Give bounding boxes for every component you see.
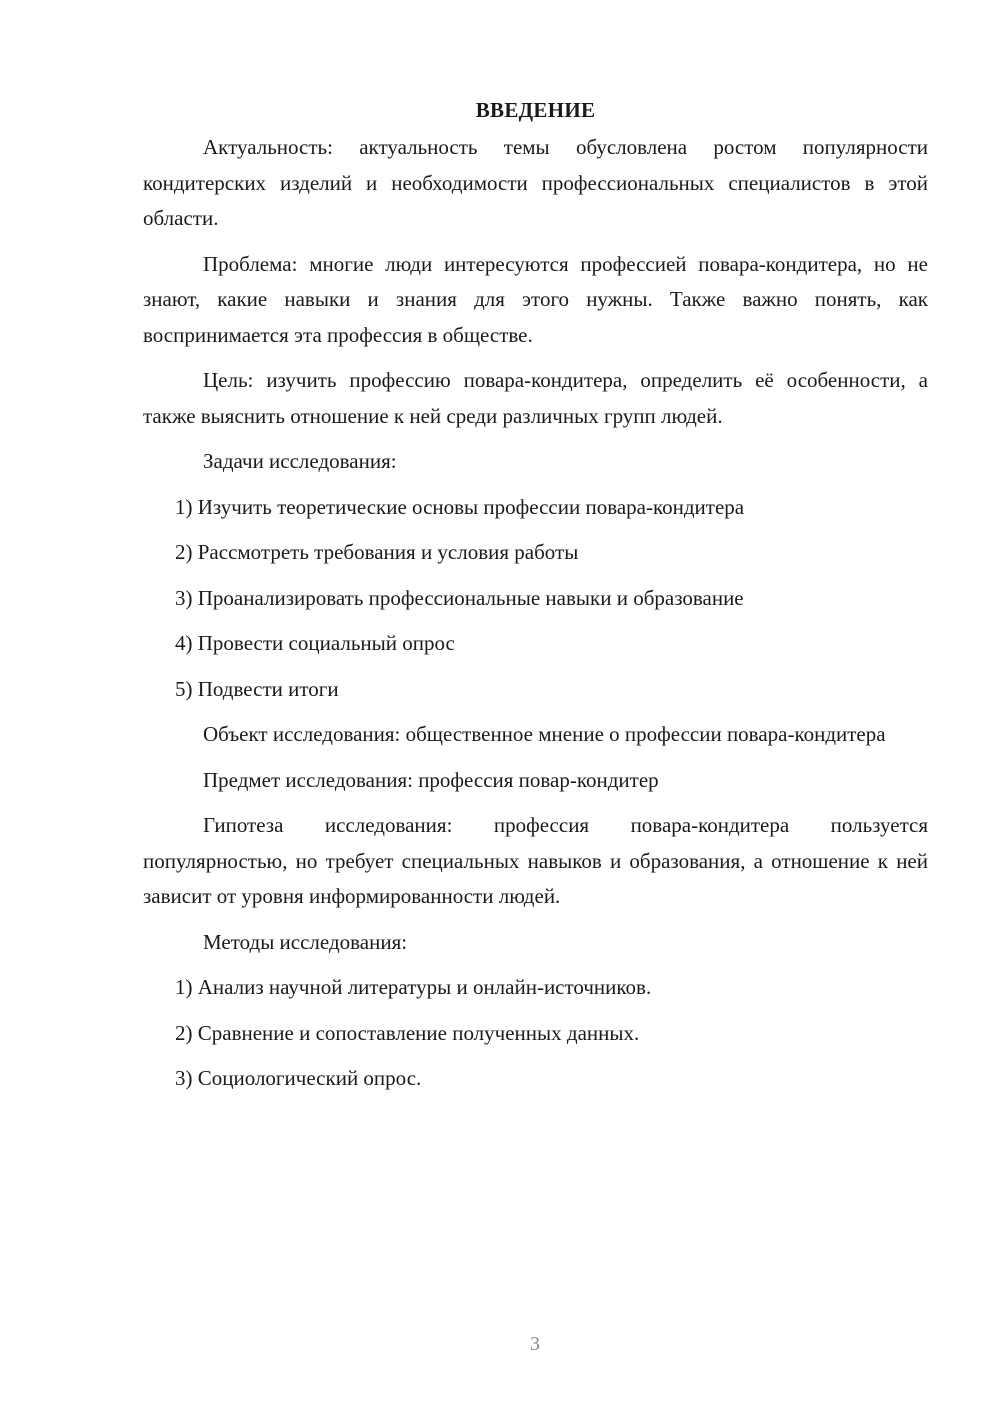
document-page	[143, 92, 928, 1107]
document-title: ВВЕДЕНИЕ	[475, 98, 596, 122]
list-item: 5) Подвести итоги	[175, 676, 339, 701]
page-number: 3	[530, 1333, 540, 1355]
paragraph-problem: Проблема: многие люди интересуются профессией повара-кондитера, но не знают, какие навыки и знания для этого нужны. Также важно понять, как воспринимается эта профессия в обществе.	[143, 251, 928, 347]
paragraph-relevance: Актуальность: актуальность темы обусловлена ростом популярности кондитерских изделий и необходимости профессиональных специалистов в этой области.	[143, 135, 928, 230]
paragraph-goal: Цель: изучить профессию повара-кондитера, определить её особенности, а также выяснить отношение к ней среди различных групп людей.	[143, 368, 928, 428]
list-item: 1) Изучить теоретические основы профессии повара-кондитера	[175, 494, 745, 519]
tasks-list	[143, 490, 928, 708]
list-item: 3) Социологический опрос.	[175, 1066, 422, 1090]
paragraph-object: Объект исследования: общественное мнение о профессии повара-кондитера	[203, 722, 886, 746]
paragraph-hypothesis: Гипотеза исследования: профессия повара-кондитера пользуется популярностью, но требует специальных навыков и образования, а отношение к ней зависит от уровня информированности людей.	[143, 813, 928, 908]
list-item: 2) Сравнение и сопоставление полученных данных.	[175, 1020, 640, 1045]
list-item: 1) Анализ научной литературы и онлайн-источников.	[175, 975, 652, 999]
methods-heading: Методы исследования:	[203, 929, 408, 954]
paragraph-subject: Предмет исследования: профессия повар-кондитер	[203, 767, 659, 792]
list-item: 2) Рассмотреть требования и условия работы	[175, 540, 579, 564]
list-item: 4) Провести социальный опрос	[175, 631, 455, 655]
tasks-heading: Задачи исследования:	[203, 449, 397, 473]
methods-list	[143, 970, 928, 1097]
list-item: 3) Проанализировать профессиональные навыки и образование	[175, 585, 744, 610]
